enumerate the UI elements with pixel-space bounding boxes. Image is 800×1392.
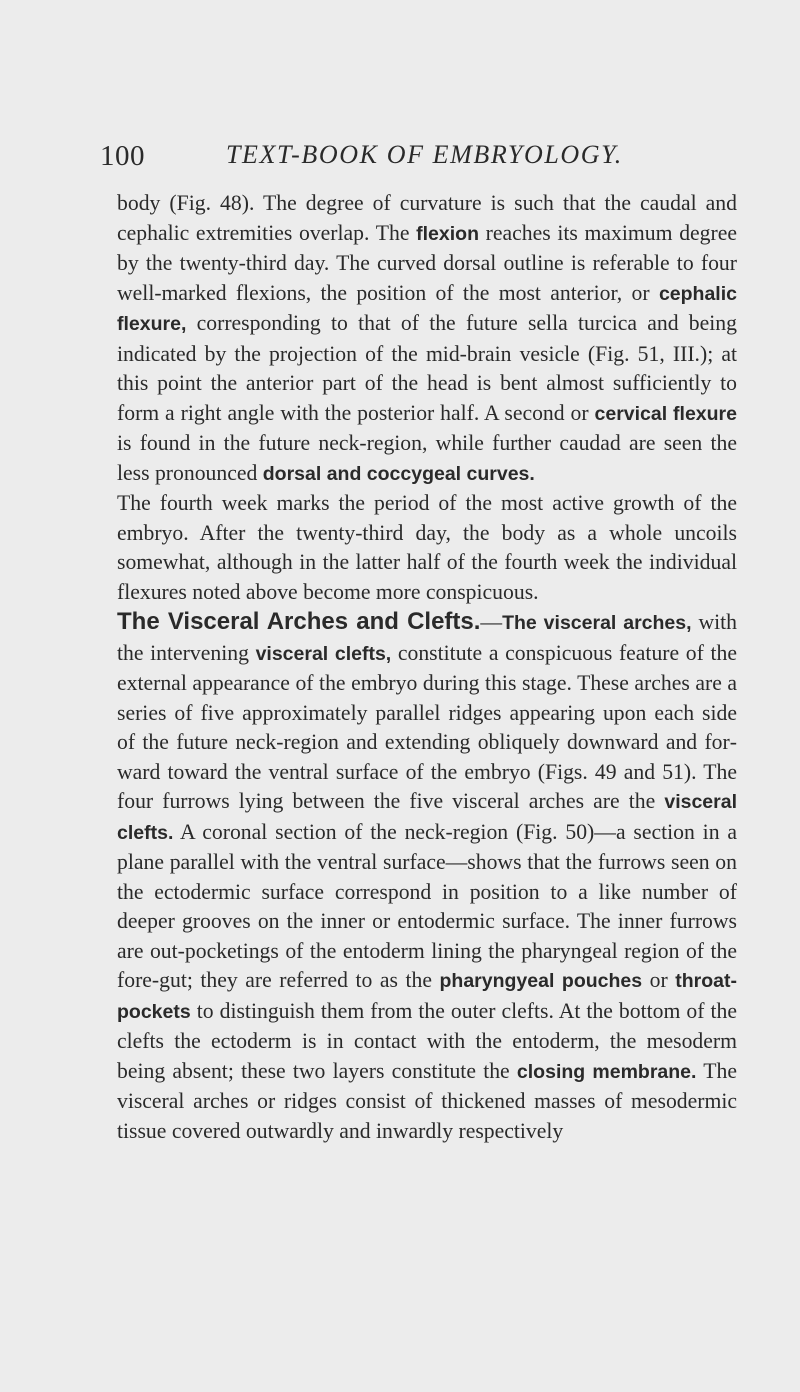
section-heading: The Visceral Arches and Clefts. [117,608,481,635]
text-run: reaches its maximum degree by the twenty-third day. The curved dorsal outline is referable to four well-marked flexions, the position of the most anterior, or [117,220,737,305]
term-visceral-arches: The visceral arches, [502,612,692,634]
text-run: or [642,968,676,992]
text-run: A coronal section of the neck-region (Fig. 50)—a section in a plane parallel with the ventral surface—shows that the furrows seen on the ectodermic surface correspond in position to a like number of deeper grooves on the inner or entodermic surface. The inner furrows are out-pocketings of the entoderm lining the pharyngeal region of the fore-gut; they are referred to as the [117,819,737,992]
text-run: — [480,610,503,634]
text-run: The visceral arches or ridges consist of thickened masses of mesodermic tissue covered outwardly and inwardly respectively [117,1058,738,1143]
paragraph-flexures [117,189,737,489]
text-run: with the intervening [117,610,737,665]
page-header [100,140,760,180]
term-flexion: flexion [416,222,479,245]
text-run: corresponding to that of the future sella turcica and being indicated by the projection of the mid-brain vesicle (Fig. 51, III.); at this point the anterior part of the head is bent almost sufficiently to form a right angle with the posterior half. A second or [117,311,737,425]
text-run: to distinguish them from the outer clefts. At the bottom of the clefts the ectoderm is in contact with the entoderm, the mesoderm being absent; these two layers constitute the [117,998,737,1083]
term-visceral-clefts-2: visceral clefts. [117,791,737,844]
body-text [117,189,737,1146]
term-throat-pockets: throat-pockets [117,970,737,1023]
paragraph-fourth-week: The fourth week marks the period of the most active growth of the embryo. After the twenty-third day, the body as a whole uncoils somewhat, although in the latter half of the fourth week the individual flexures noted above become more conspicuous. [117,491,737,604]
text-run: body (Fig. 48). The degree of curvature is such that the caudal and cephalic extremities overlap. The [117,191,737,245]
paragraph-visceral-arches [117,607,737,1146]
term-dorsal-coccygeal-curves: dorsal and coccygeal curves. [262,462,535,485]
running-head: TEXT-BOOK OF EMBRYOLOGY. [226,140,623,169]
term-pharyngeal-pouches: pharyngyeal pouches [439,970,643,992]
text-run: is found in the future neck-region, while further caudad are seen the less pronounced [117,431,737,485]
term-cervical-flexure: cervical flexure [594,402,737,425]
text-run: constitute a conspicuous feature of the external appearance of the embryo during this stage. These arches are a series of five approximately parallel ridges appearing upon each side of the future neck-region and extending obliquely downward and forward toward the ventral surface of the embryo (Figs. 49 and 51). The four furrows lying between the five visceral arches are the [117,640,737,813]
term-cephalic-flexure: cephalic flexure, [117,282,737,335]
page-number: 100 [100,140,145,172]
term-closing-membrane: closing membrane. [516,1060,697,1083]
term-visceral-clefts: visceral clefts, [255,642,392,665]
